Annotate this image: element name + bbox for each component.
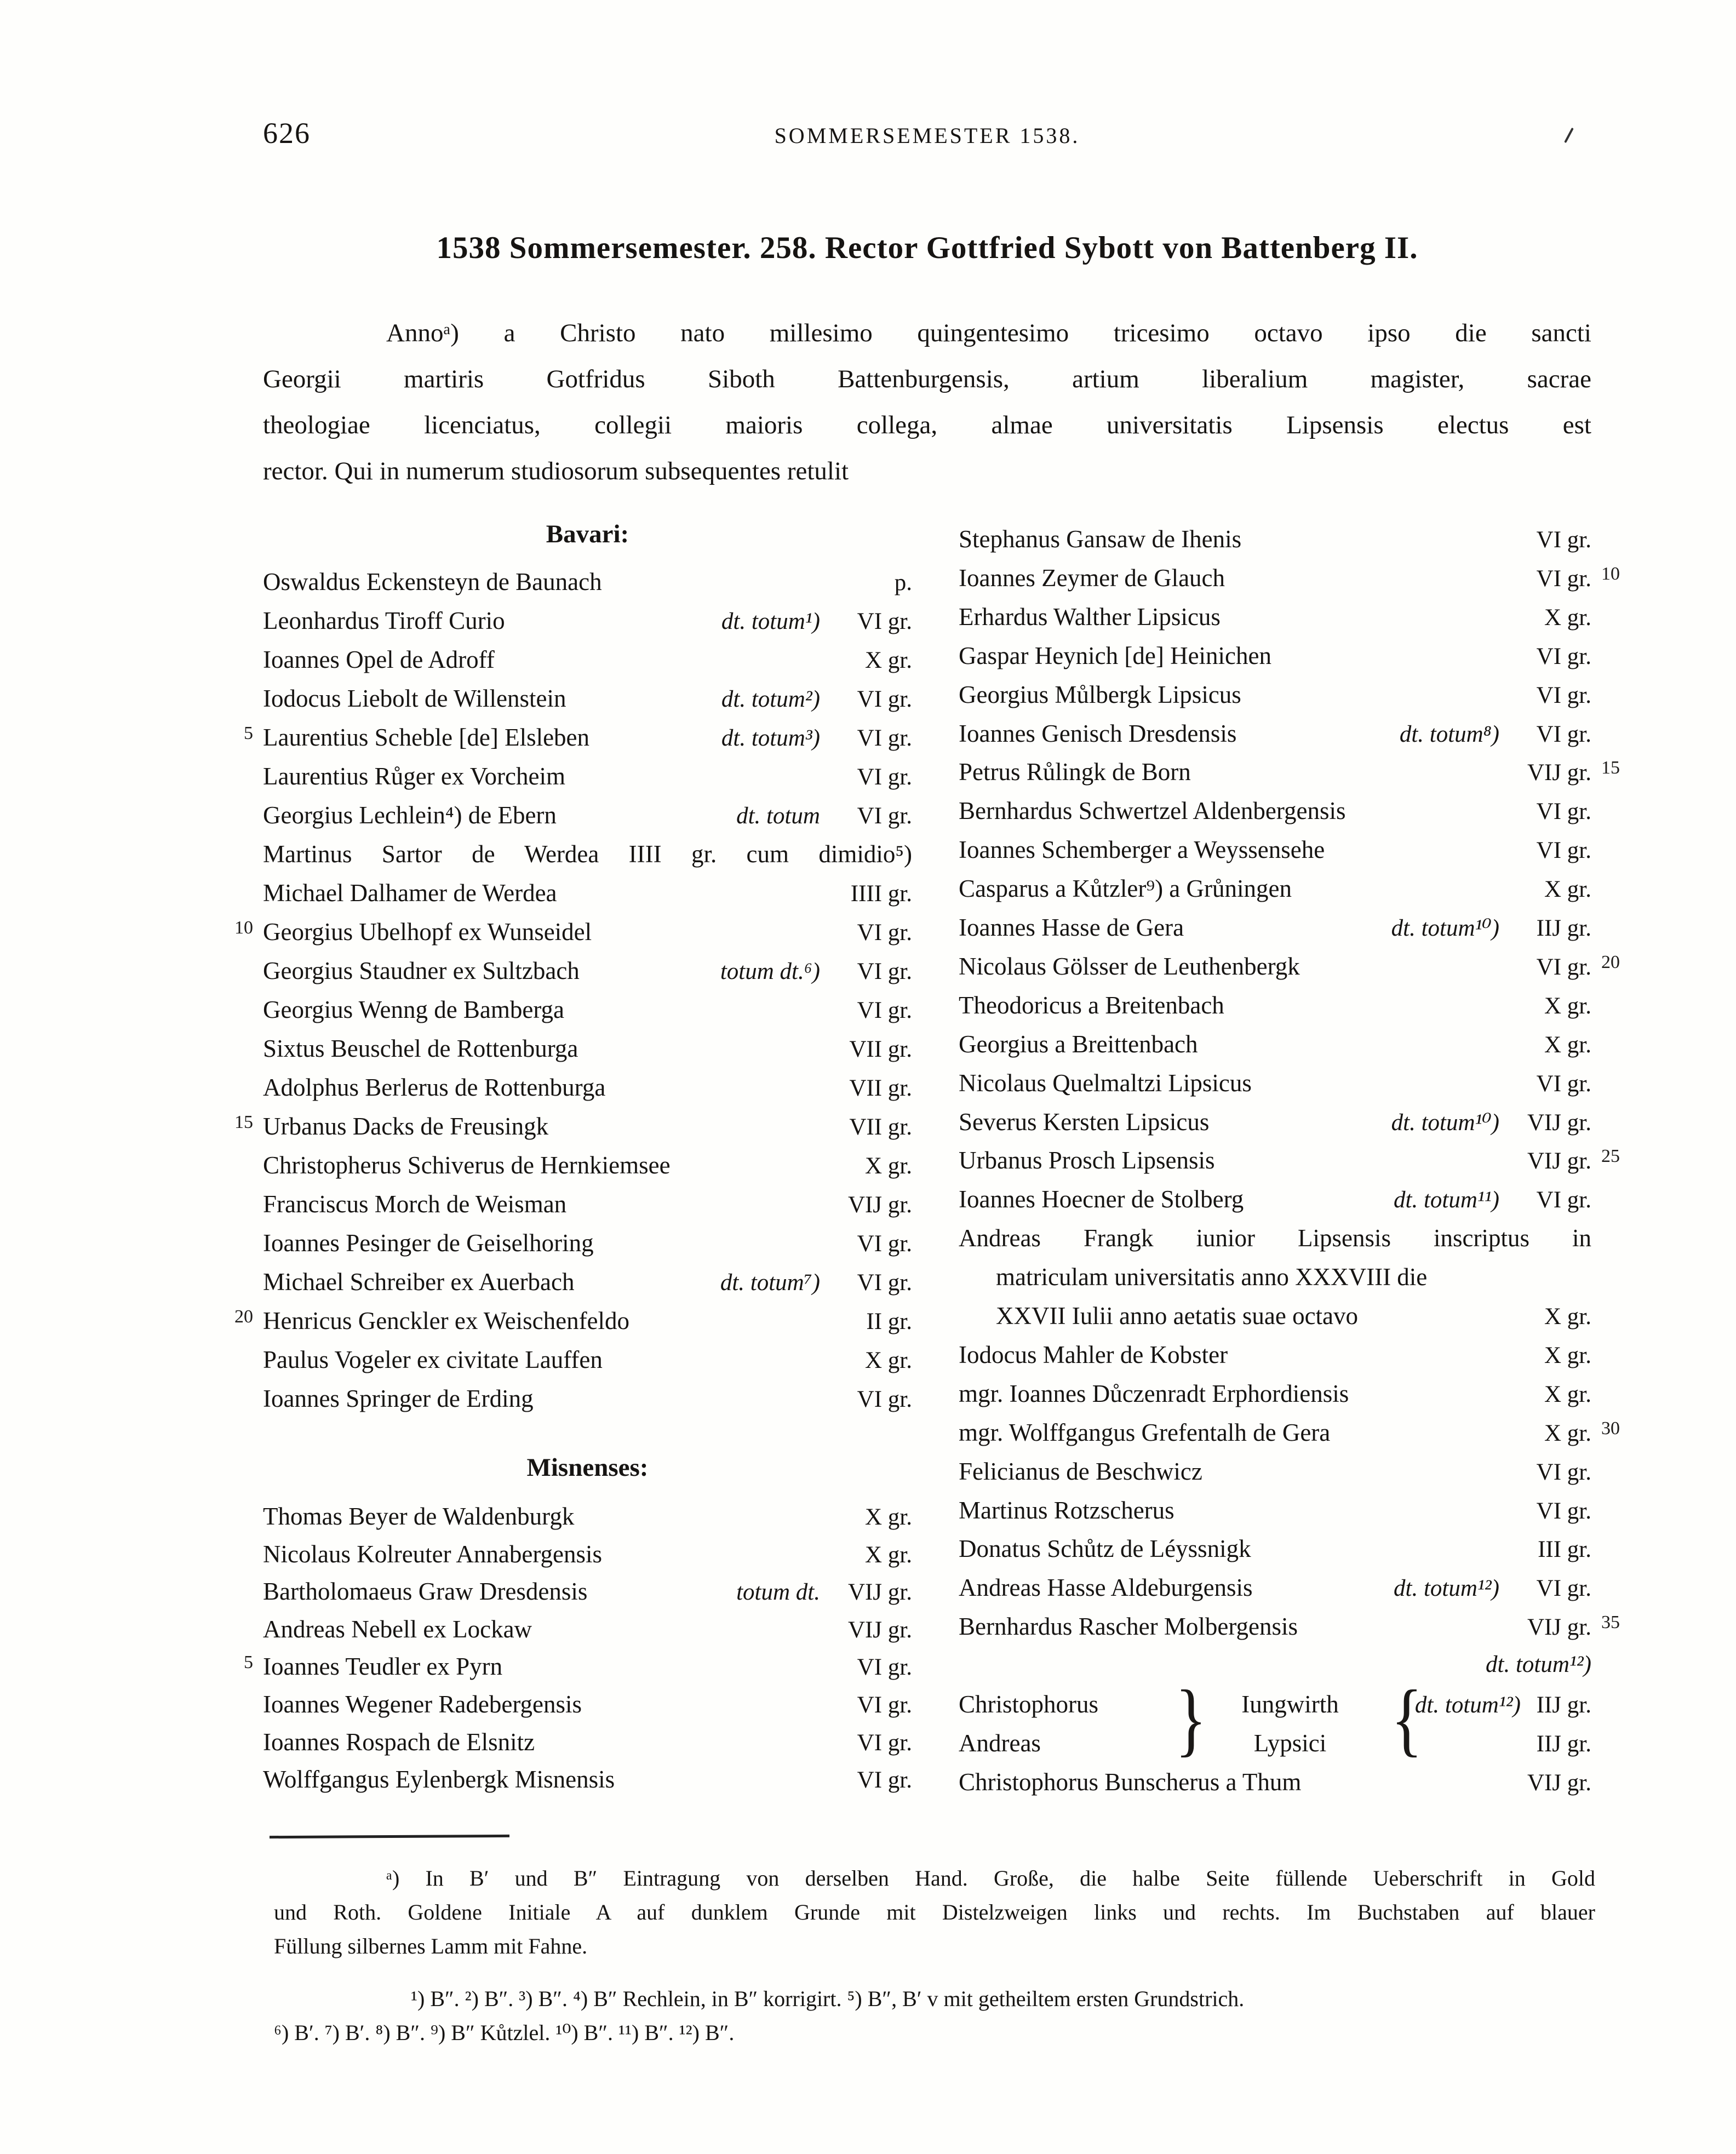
margin-line-number: 20 — [234, 1307, 253, 1327]
fee-amount: X gr. — [865, 1542, 912, 1568]
register-row — [263, 956, 912, 988]
student-name: Laurentius Scheble [de] Elsleben — [263, 724, 590, 751]
register-row — [263, 1384, 912, 1416]
student-name: Adolphus Berlerus de Rottenburga — [263, 1074, 606, 1101]
fee-amount: VI gr. — [1536, 527, 1591, 553]
student-name: Georgius Wenng de Bamberga — [263, 996, 565, 1023]
fee-amount: VIJ gr. — [1527, 1110, 1591, 1136]
register-row — [959, 603, 1591, 634]
register-row — [263, 1034, 912, 1066]
student-name: Petrus Růlingk de Born — [959, 758, 1191, 786]
student-name: matriculam universitatis anno XXXVIII die — [996, 1263, 1428, 1291]
fee-amount: VI gr. — [857, 1730, 912, 1756]
payment-note: dt. totum²) — [721, 686, 820, 712]
fee-amount: X gr. — [1544, 877, 1591, 902]
footnote-numbers-block — [274, 1982, 1595, 2050]
intro-line: Annoᵃ) a Christo nato millesimo quingentesimo tricesimo octavo ipso die sancti — [386, 319, 1591, 347]
student-name: Georgius a Breittenbach — [959, 1030, 1198, 1058]
student-name: Ioannes Opel de Adroff — [263, 646, 495, 673]
register-row — [959, 1030, 1591, 1062]
register-row — [959, 758, 1620, 789]
payment-note: dt. totum — [736, 803, 820, 829]
student-name: Laurentius Růger ex Vorcheim — [263, 763, 565, 790]
section-header — [263, 1453, 912, 1485]
register-row — [959, 913, 1591, 945]
fee-amount: X gr. — [1544, 1382, 1591, 1407]
student-name: Ioannes Schemberger a Weyssensehe — [959, 836, 1325, 863]
fee-amount: VI gr. — [857, 1692, 912, 1718]
fee-amount: VI gr. — [857, 1387, 912, 1412]
register-row — [959, 1457, 1591, 1489]
student-name: Nicolaus Gölsser de Leuthenbergk — [959, 953, 1300, 980]
register-row — [959, 1108, 1591, 1139]
register-row — [263, 762, 912, 794]
fee-amount: VIJ gr. — [847, 1617, 912, 1643]
student-name: Donatus Schůtz de Léyssnigk — [959, 1535, 1251, 1562]
register-row — [263, 1073, 912, 1105]
fee-amount: X gr. — [865, 1348, 912, 1373]
student-name: Bernhardus Schwertzel Aldenbergensis — [959, 797, 1346, 824]
fee-amount: VI gr. — [857, 1270, 912, 1296]
register-row — [959, 874, 1591, 906]
footnote-line: ⁶) B′. ⁷) B′. ⁸) B″. ⁹) B″ Kůtzlel. ¹⁰) B″. ¹¹) B″. ¹²) B″. — [274, 2020, 735, 2045]
register-row — [263, 606, 912, 638]
register-row — [959, 1069, 1591, 1101]
register-row — [263, 879, 912, 910]
register-row — [959, 680, 1591, 712]
register-row — [263, 1690, 912, 1722]
student-name: Iodocus Mahler de Kobster — [959, 1341, 1228, 1368]
fee-amount: VI gr. — [857, 1767, 912, 1793]
right-column — [959, 0, 1620, 2154]
student-name: Franciscus Morch de Weisman — [263, 1190, 567, 1218]
student-name: Georgius Můlbergk Lipsicus — [959, 681, 1241, 708]
fee-amount: VI gr. — [857, 1231, 912, 1257]
fee-amount: VII gr. — [849, 1114, 912, 1140]
fee-amount: VI gr. — [857, 959, 912, 984]
student-name: Stephanus Gansaw de Ihenis — [959, 525, 1242, 553]
register-row — [263, 1190, 912, 1222]
register-row — [959, 1146, 1620, 1178]
student-name: mgr. Ioannes Důczenradt Erphordiensis — [959, 1380, 1349, 1407]
payment-note: dt. totum¹⁰) — [1391, 1110, 1499, 1136]
register-row — [244, 723, 912, 755]
payment-note: dt. totum⁸) — [1399, 721, 1499, 747]
margin-line-number: 25 — [1601, 1146, 1620, 1166]
register-row — [959, 1340, 1591, 1372]
section-header — [263, 519, 912, 551]
fee-amount: IIII gr. — [850, 881, 912, 907]
register-row — [959, 952, 1620, 984]
register-row — [263, 1229, 912, 1261]
register-row — [263, 1268, 912, 1299]
register-row — [959, 564, 1620, 595]
fee-amount: VIJ gr. — [1527, 1770, 1591, 1796]
margin-line-number: 20 — [1601, 952, 1620, 972]
student-name: Ioannes Teudler ex Pyrn — [263, 1653, 503, 1680]
student-name: XXVII Iulii anno aetatis suae octavo — [996, 1302, 1359, 1330]
student-name: Christopherus Schiverus de Hernkiemsee — [263, 1152, 671, 1179]
student-name: Christophorus — [959, 1691, 1099, 1718]
fee-amount: VI gr. — [857, 725, 912, 751]
register-row — [959, 1651, 1591, 1683]
fee-amount: VIJ gr. — [1527, 1614, 1591, 1640]
register-row — [263, 1728, 912, 1760]
footnote-a-block — [274, 1861, 1595, 1963]
margin-line-number: 30 — [1601, 1418, 1620, 1439]
student-name: Gaspar Heynich [de] Heinichen — [959, 642, 1272, 669]
fee-amount: VI gr. — [857, 764, 912, 790]
payment-note: dt. totum¹²) — [1414, 1692, 1527, 1718]
fee-amount: VIJ gr. — [1527, 760, 1591, 786]
register-row — [234, 1307, 912, 1338]
student-name: Casparus a Kůtzler⁹) a Grůningen — [959, 875, 1292, 902]
fee-amount: IIJ gr. — [1536, 915, 1591, 941]
intro-line: Georgii martiris Gotfridus Siboth Battenburgensis, artium liberalium magister, sacrae — [263, 365, 1591, 393]
student-name: Thomas Beyer de Waldenburgk — [263, 1503, 575, 1530]
register-row — [263, 840, 912, 872]
fee-amount: VI gr. — [1536, 566, 1591, 592]
row-right-fragment — [1415, 1690, 1591, 1718]
register-row — [263, 1345, 912, 1377]
margin-line-number: 15 — [234, 1112, 253, 1132]
student-name: Sixtus Beuschel de Rottenburga — [263, 1035, 578, 1062]
register-row — [959, 1418, 1620, 1450]
register-row — [959, 1573, 1591, 1605]
register-row — [263, 1540, 912, 1572]
student-name: mgr. Wolffgangus Grefentalh de Gera — [959, 1419, 1331, 1446]
register-row — [959, 1690, 1591, 1722]
register-row — [959, 835, 1591, 867]
student-name: Ioannes Rospach de Elsnitz — [263, 1728, 535, 1756]
student-name: Iodocus Liebolt de Willenstein — [263, 685, 566, 712]
register-row — [263, 645, 912, 677]
fee-amount: VI gr. — [1536, 1187, 1591, 1213]
fee-amount: X gr. — [1544, 1343, 1591, 1368]
student-name: Paulus Vogeler ex civitate Lauffen — [263, 1346, 603, 1373]
payment-note: dt. totum¹¹) — [1394, 1187, 1499, 1213]
register-row — [959, 797, 1591, 828]
running-header: SOMMERSEMESTER 1538. — [774, 123, 1080, 148]
fee-amount: VI gr. — [1536, 1071, 1591, 1097]
intro-line: theologiae licenciatus, collegii maioris collega, almae universitatis Lipsensis electus est — [263, 411, 1591, 439]
register-row — [959, 1185, 1591, 1217]
register-row — [959, 641, 1591, 673]
fee-amount: VI gr. — [1536, 1576, 1591, 1601]
fee-amount: VI gr. — [857, 686, 912, 712]
register-row — [959, 719, 1591, 751]
payment-note: dt. totum¹⁰) — [1391, 915, 1499, 941]
fee-amount: VI gr. — [1536, 799, 1591, 824]
fee-amount: VI gr. — [1536, 838, 1591, 863]
student-name: Henricus Genckler ex Weischenfeldo — [263, 1307, 630, 1334]
student-name: Ioannes Zeymer de Glauch — [959, 564, 1225, 592]
footnote-line: ᵃ) In B′ und B″ Eintragung von derselben Hand. Große, die halbe Seite füllende Ueberschrift in Gold — [386, 1866, 1595, 1891]
margin-line-number: 5 — [244, 1652, 253, 1672]
fee-amount: VI gr. — [1536, 1459, 1591, 1485]
left-column — [234, 0, 912, 2154]
register-row — [263, 801, 912, 833]
student-name: Christophorus Bunscherus a Thum — [959, 1768, 1302, 1796]
section-title: Bavari: — [546, 520, 629, 548]
footnote-line: ¹) B″. ²) B″. ³) B″. ⁴) B″ Rechlein, in B″ korrigirt. ⁵) B″, B′ v mit getheiltem ersten Grundstrich. — [411, 1986, 1245, 2011]
fee-amount: X gr. — [1544, 1420, 1591, 1446]
student-name: Oswaldus Eckensteyn de Baunach — [263, 568, 602, 595]
fee-amount: VI gr. — [1536, 1498, 1591, 1524]
payment-note: totum dt.⁶) — [720, 959, 820, 984]
student-name: Martinus Sartor de Werdea IIII gr. cum dimidio⁵) — [263, 840, 912, 868]
student-name: Severus Kersten Lipsicus — [959, 1108, 1210, 1136]
register-row — [263, 1151, 912, 1183]
register-row — [234, 918, 912, 949]
page-title: 1538 Sommersemester. 258. Rector Gottfried Sybott von Battenberg II. — [436, 231, 1418, 265]
brace-close-glyph: { — [1391, 1674, 1423, 1765]
register-row — [959, 1263, 1591, 1294]
student-name: Andreas Hasse Aldeburgensis — [959, 1574, 1253, 1601]
fee-amount: III gr. — [1538, 1537, 1591, 1562]
student-name: Andreas — [959, 1729, 1041, 1757]
register-row — [263, 684, 912, 716]
student-name: Georgius Lechlein⁴) de Ebern — [263, 801, 557, 829]
student-name: Nicolaus Quelmaltzi Lipsicus — [959, 1069, 1252, 1097]
shared-surname: Lypsici — [1253, 1729, 1327, 1757]
margin-line-number: 10 — [1601, 564, 1620, 584]
margin-line-number: 35 — [1601, 1612, 1620, 1632]
register-row — [959, 1496, 1591, 1528]
register-row — [263, 568, 912, 599]
section-title: Misnenses: — [526, 1453, 649, 1482]
fee-amount: VIJ gr. — [847, 1192, 912, 1218]
register-row — [959, 991, 1591, 1023]
register-row — [234, 1112, 912, 1144]
register-row — [263, 1502, 912, 1534]
student-name: Theodoricus a Breitenbach — [959, 992, 1224, 1019]
intro-line: rector. Qui in numerum studiosorum subsequentes retulit — [263, 457, 849, 485]
row-right-fragment — [1527, 1729, 1591, 1757]
page-number: 626 — [263, 117, 311, 150]
payment-note: totum dt. — [736, 1579, 820, 1605]
fee-amount: VI gr. — [857, 609, 912, 634]
student-name: Urbanus Prosch Lipsensis — [959, 1147, 1215, 1174]
fee-amount: IIJ gr. — [1536, 1692, 1591, 1718]
register-row — [959, 1729, 1591, 1761]
student-name: Urbanus Dacks de Freusingk — [263, 1113, 549, 1140]
student-name: Andreas Nebell ex Lockaw — [263, 1616, 532, 1643]
fee-amount: X gr. — [1544, 1304, 1591, 1330]
fee-amount: VI gr. — [1536, 644, 1591, 669]
student-name: Ioannes Hasse de Gera — [959, 914, 1184, 941]
student-name: Felicianus de Beschwicz — [959, 1458, 1202, 1485]
fee-amount: VII gr. — [849, 1036, 912, 1062]
fee-amount: VII gr. — [849, 1075, 912, 1101]
register-row — [263, 1765, 912, 1797]
register-row — [244, 1652, 912, 1684]
footnote-line: Füllung silbernes Lamm mit Fahne. — [274, 1934, 588, 1958]
student-name: Andreas Frangk iunior Lipsensis inscriptus in — [959, 1224, 1591, 1252]
fee-amount: X gr. — [1544, 993, 1591, 1019]
register-row — [959, 1379, 1591, 1411]
fee-amount: X gr. — [865, 1153, 912, 1179]
student-name: Martinus Rotzscherus — [959, 1497, 1174, 1524]
fee-amount: X gr. — [1544, 605, 1591, 631]
margin-line-number: 5 — [244, 723, 253, 743]
payment-note: dt. totum¹²) — [1486, 1652, 1591, 1677]
fee-amount: IIJ gr. — [1536, 1731, 1591, 1757]
fee-amount: VIJ gr. — [847, 1579, 912, 1605]
student-name: Michael Schreiber ex Auerbach — [263, 1268, 575, 1296]
fee-amount: X gr. — [865, 1504, 912, 1530]
student-name: Nicolaus Kolreuter Annabergensis — [263, 1540, 603, 1568]
register-row — [263, 995, 912, 1027]
student-name: Ioannes Genisch Dresdensis — [959, 720, 1237, 747]
payment-note: dt. totum¹) — [721, 609, 820, 634]
margin-line-number: 15 — [1601, 758, 1620, 778]
student-name: Bartholomaeus Graw Dresdensis — [263, 1578, 588, 1605]
footnote-line: und Roth. Goldene Initiale A auf dunklem Grunde mit Distelzweigen links und rechts. Im Buchstaben auf blauer — [274, 1900, 1595, 1924]
fee-amount: X gr. — [1544, 1032, 1591, 1058]
fee-amount: II gr. — [866, 1309, 912, 1334]
fee-amount: VI gr. — [1536, 721, 1591, 747]
fee-amount: VI gr. — [1536, 683, 1591, 708]
payment-note: dt. totum³) — [721, 725, 820, 751]
student-name: Michael Dalhamer de Werdea — [263, 879, 557, 907]
payment-note: dt. totum¹²) — [1394, 1576, 1499, 1601]
student-name: Leonhardus Tiroff Curio — [263, 607, 505, 634]
student-name: Ioannes Hoecner de Stolberg — [959, 1185, 1244, 1213]
register-row — [959, 1302, 1591, 1333]
register-row — [959, 1534, 1591, 1566]
register-row — [959, 1224, 1591, 1256]
fee-amount: VI gr. — [857, 998, 912, 1023]
fee-amount: VI gr. — [1536, 954, 1591, 980]
register-row — [959, 1612, 1620, 1644]
fee-amount: VI gr. — [857, 1654, 912, 1680]
fee-amount: p. — [894, 570, 912, 595]
fee-amount: X gr. — [865, 648, 912, 673]
shared-surname: Iungwirth — [1241, 1691, 1339, 1718]
register-row — [263, 1615, 912, 1647]
register-row — [959, 1768, 1591, 1800]
student-name: Ioannes Pesinger de Geiselhoring — [263, 1229, 594, 1257]
brace-open-glyph: } — [1175, 1674, 1207, 1765]
student-name: Erhardus Walther Lipsicus — [959, 603, 1221, 631]
fee-amount: VI gr. — [857, 803, 912, 829]
student-name: Georgius Staudner ex Sultzbach — [263, 957, 580, 984]
register-row — [959, 525, 1591, 557]
register-row — [263, 1577, 912, 1609]
student-name: Ioannes Wegener Radebergensis — [263, 1691, 582, 1718]
fee-amount: VI gr. — [857, 920, 912, 946]
margin-line-number: 10 — [234, 918, 253, 938]
student-name: Wolffgangus Eylenbergk Misnensis — [263, 1766, 615, 1793]
payment-note: dt. totum⁷) — [720, 1270, 820, 1296]
student-name: Georgius Ubelhopf ex Wunseidel — [263, 918, 592, 946]
student-name: Ioannes Springer de Erding — [263, 1385, 534, 1412]
fee-amount: VIJ gr. — [1527, 1148, 1591, 1174]
student-name: Bernhardus Rascher Molbergensis — [959, 1613, 1298, 1640]
